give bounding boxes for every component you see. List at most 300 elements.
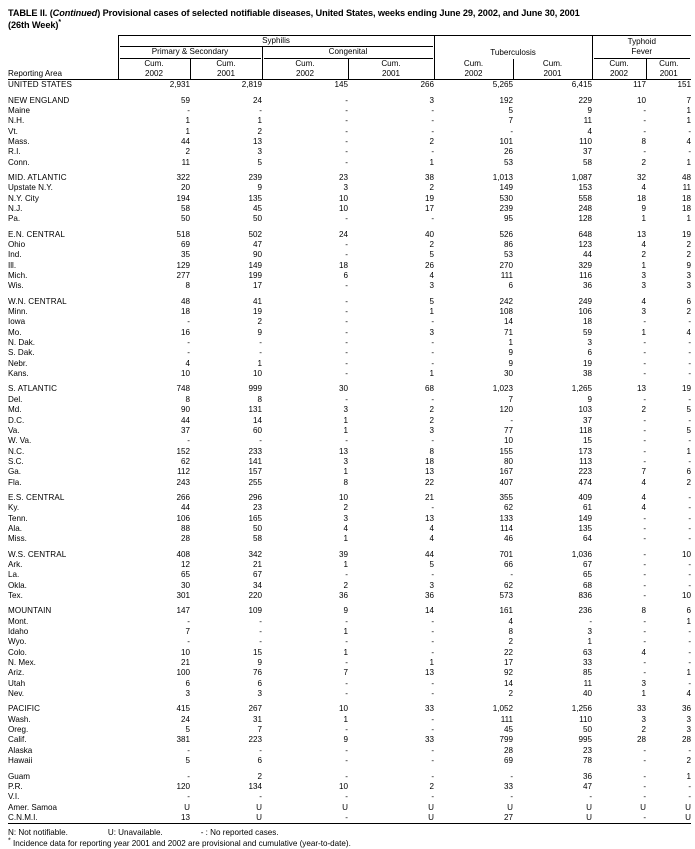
row-value-cell: 86 [504, 240, 514, 249]
row-value-cell: 1 [343, 467, 348, 477]
row-value-cell: 1 [343, 647, 348, 657]
row-value-cell: 116 [579, 271, 593, 281]
row-area-label: Wash. [8, 714, 31, 724]
row-area-label: W.N. CENTRAL [8, 296, 67, 306]
table-row [8, 772, 691, 782]
row-value-cell: 14 [252, 415, 262, 425]
row-value-cell: - [643, 549, 647, 559]
row-value-cell: 1,036 [571, 549, 593, 559]
row-value-cell: 1,256 [571, 704, 593, 714]
row-value-cell: 92 [504, 668, 514, 678]
row-value-cell: - [643, 570, 647, 580]
row-area-label: Maine [8, 105, 31, 115]
row-value-cell: 220 [248, 591, 262, 600]
row-value-cell: 2 [686, 756, 692, 766]
row-value-cell: 15 [252, 647, 262, 657]
row-value-cell: 223 [578, 467, 593, 477]
row-value-cell: 19 [425, 193, 435, 203]
row-value-cell: 1 [641, 327, 647, 337]
row-area-label: V.I. [8, 792, 20, 802]
row-area-label: La. [8, 570, 20, 580]
row-value-cell: 117 [633, 80, 647, 90]
row-value-cell: - [431, 126, 435, 136]
row-value-cell: - [345, 756, 348, 766]
row-value-cell: 249 [578, 296, 593, 306]
table-row [8, 679, 691, 689]
row-value-cell: - [688, 647, 692, 657]
table-row [8, 524, 691, 534]
row-value-cell: 10 [180, 647, 190, 657]
row-value-cell: 19 [252, 307, 262, 317]
row-value-cell: 110 [579, 714, 593, 724]
row-value-cell: U [685, 812, 692, 822]
row-area-label: Iowa [8, 317, 26, 327]
row-area-label: Oreg. [8, 725, 29, 735]
row-value-cell: 9 [343, 606, 348, 616]
row-value-cell: 5,265 [492, 80, 514, 90]
row-value-cell: - [345, 637, 348, 647]
table-row [8, 395, 691, 405]
footnote-incidence-note [8, 839, 691, 849]
row-value-cell: 243 [176, 477, 190, 487]
row-value-cell: 30 [338, 384, 348, 394]
row-value-cell: 9 [587, 105, 593, 115]
row-value-cell: 173 [578, 446, 593, 456]
row-value-cell: - [643, 394, 647, 404]
row-area-label: Okla. [8, 580, 27, 590]
row-area-label: W. Va. [8, 436, 32, 446]
row-value-cell: - [259, 348, 262, 358]
row-value-cell: 223 [248, 735, 262, 745]
row-value-cell: U [342, 802, 348, 812]
row-value-cell: 133 [499, 513, 514, 523]
row-value-cell: - [431, 147, 435, 157]
row-value-cell: - [688, 456, 692, 466]
row-value-cell: - [187, 338, 190, 348]
header-group-tuberculosis: Tuberculosis [434, 35, 592, 58]
table-row [8, 307, 691, 317]
notifiable-diseases-table [8, 35, 691, 825]
row-value-cell: 5 [429, 250, 435, 260]
row-value-cell: 141 [248, 456, 262, 466]
row-value-cell: 10 [338, 492, 348, 502]
table-row [8, 514, 691, 524]
table-row [8, 271, 691, 281]
row-value-cell: 3 [686, 714, 692, 724]
row-value-cell: - [259, 792, 262, 802]
row-value-cell: 2 [429, 405, 435, 415]
row-value-cell: 65 [180, 570, 190, 580]
row-area-label: Utah [8, 678, 26, 688]
row-value-cell: 39 [338, 549, 348, 559]
row-area-label: Alaska [8, 745, 33, 755]
row-value-cell: 147 [176, 606, 190, 616]
row-value-cell: 573 [499, 591, 514, 600]
row-value-cell: 415 [176, 704, 190, 714]
row-value-cell: 149 [248, 260, 262, 270]
row-value-cell: 111 [500, 271, 514, 281]
row-value-cell: 4 [343, 523, 348, 533]
row-value-cell: 26 [504, 147, 514, 157]
row-value-cell: 4 [508, 616, 514, 626]
footnote-asterisk: * [8, 837, 11, 845]
row-value-cell: 9 [343, 735, 348, 745]
row-value-cell: - [643, 658, 647, 668]
row-value-cell: 199 [248, 271, 262, 281]
row-value-cell: 61 [583, 503, 593, 513]
row-value-cell: 21 [180, 658, 190, 668]
row-value-cell: 355 [499, 492, 514, 502]
row-value-cell: - [688, 523, 692, 533]
row-value-cell: 9 [508, 348, 514, 358]
row-area-label: S. Dak. [8, 348, 35, 358]
table-row [8, 230, 691, 240]
row-value-cell: - [345, 771, 348, 781]
row-value-cell: - [345, 348, 348, 358]
row-value-cell: 30 [504, 369, 514, 379]
row-value-cell: 17 [252, 281, 262, 291]
row-value-cell: - [187, 436, 190, 446]
row-value-cell: 526 [499, 229, 514, 239]
row-area-label: P.R. [8, 781, 23, 791]
row-value-cell: - [510, 415, 514, 425]
row-value-cell: 4 [429, 534, 435, 544]
row-value-cell: 106 [176, 513, 190, 523]
row-value-cell: 1 [429, 157, 435, 167]
row-value-cell: - [431, 627, 435, 637]
row-value-cell: 109 [248, 606, 262, 616]
row-value-cell: - [431, 394, 435, 404]
title-text-a: TABLE II. ( [8, 8, 53, 18]
row-value-cell: 4 [686, 689, 692, 699]
row-value-cell: - [259, 616, 262, 626]
row-value-cell: 4 [641, 477, 647, 487]
row-value-cell: 120 [499, 405, 514, 415]
row-value-cell: 322 [176, 172, 190, 182]
row-value-cell: 10 [504, 436, 514, 446]
row-value-cell: 36 [583, 281, 593, 291]
row-value-cell: 1 [686, 105, 692, 115]
row-value-cell: 20 [180, 183, 190, 193]
row-value-cell: 2 [257, 771, 262, 781]
row-value-cell: 135 [578, 523, 593, 533]
row-value-cell: 3 [257, 689, 262, 699]
table-row [8, 416, 691, 426]
row-value-cell: 19 [682, 384, 692, 394]
row-value-cell: 266 [420, 80, 435, 90]
table-row [8, 137, 691, 147]
row-value-cell: 1,013 [492, 172, 514, 182]
row-value-cell: 10 [637, 95, 647, 105]
table-row [8, 204, 691, 214]
row-value-cell: 8 [641, 136, 647, 146]
row-value-cell: - [643, 668, 647, 678]
row-value-cell: 59 [583, 327, 593, 337]
table-row [8, 240, 691, 250]
row-value-cell: 45 [252, 203, 262, 213]
row-value-cell: - [589, 792, 593, 802]
row-value-cell: 63 [583, 647, 593, 657]
row-value-cell: 18 [682, 193, 692, 203]
row-value-cell: 1 [343, 627, 348, 637]
row-value-cell: - [431, 616, 435, 626]
row-value-cell: 10 [252, 369, 262, 379]
row-value-cell: - [688, 745, 692, 755]
row-value-cell: 33 [425, 735, 435, 745]
row-area-label: Calif. [8, 735, 27, 745]
row-value-cell: - [643, 513, 647, 523]
footnotes [8, 828, 691, 849]
row-value-cell: 157 [248, 467, 262, 477]
row-value-cell: - [688, 147, 692, 157]
row-value-cell: 3 [185, 689, 190, 699]
row-value-cell: 50 [252, 523, 262, 533]
row-value-cell: 151 [677, 80, 692, 90]
row-value-cell: 277 [176, 271, 190, 281]
row-value-cell: 1 [429, 307, 435, 317]
row-value-cell: - [643, 456, 647, 466]
row-value-cell: U [586, 802, 593, 812]
row-value-cell: 2 [429, 136, 435, 146]
row-value-cell: 2 [508, 637, 514, 647]
row-value-cell: - [688, 570, 692, 580]
row-value-cell: 8 [429, 446, 435, 456]
row-value-cell: 7 [686, 95, 692, 105]
row-value-cell: 329 [578, 260, 593, 270]
row-value-cell: U [184, 802, 190, 812]
row-value-cell: 66 [504, 559, 514, 569]
row-value-cell: 1 [343, 714, 348, 724]
row-value-cell: 58 [252, 534, 262, 544]
row-area-label: Ariz. [8, 668, 25, 678]
row-value-cell: 135 [248, 193, 262, 203]
row-value-cell: - [431, 689, 435, 699]
row-value-cell: 6 [257, 678, 262, 688]
row-value-cell: 13 [425, 668, 435, 678]
header-col-typhoid-2002: Cum. 2002 [592, 59, 646, 80]
row-value-cell: - [345, 745, 348, 755]
header-spacer-cell [8, 35, 118, 47]
row-value-cell: 8 [641, 606, 647, 616]
row-value-cell: U [256, 812, 262, 822]
row-value-cell: 1 [343, 425, 348, 435]
table-row [8, 478, 691, 488]
row-value-cell: 5 [686, 405, 692, 415]
row-value-cell: 111 [500, 714, 514, 724]
row-value-cell: - [688, 678, 692, 688]
row-area-label: Colo. [8, 647, 27, 657]
table-row [8, 447, 691, 457]
row-value-cell: 7 [257, 725, 262, 735]
row-value-cell: 6 [508, 281, 514, 291]
table-row [8, 570, 691, 580]
row-value-cell: - [345, 317, 348, 327]
title-week: (26th Week) [8, 20, 59, 31]
row-value-cell: 3 [257, 147, 262, 157]
row-value-cell: 36 [425, 591, 435, 600]
row-area-label: Tenn. [8, 513, 28, 523]
row-value-cell: 407 [499, 477, 514, 487]
row-value-cell: 88 [180, 523, 190, 533]
row-value-cell: - [688, 394, 692, 404]
row-value-cell: 6 [343, 271, 348, 281]
row-value-cell: 44 [180, 503, 190, 513]
row-value-cell: 38 [425, 172, 435, 182]
row-value-cell: 7 [508, 116, 514, 126]
row-value-cell: - [643, 756, 647, 766]
row-value-cell: - [431, 317, 435, 327]
row-area-label: N.C. [8, 446, 25, 456]
row-area-label: C.N.M.I. [8, 812, 38, 822]
row-value-cell: - [345, 678, 348, 688]
row-value-cell: 229 [578, 95, 593, 105]
table-row [8, 803, 691, 813]
row-value-cell: 5 [508, 105, 514, 115]
row-value-cell: 128 [578, 214, 593, 224]
row-value-cell: - [345, 147, 348, 157]
row-value-cell: 2 [257, 126, 262, 136]
row-value-cell: 15 [583, 436, 593, 446]
table-row [8, 746, 691, 756]
row-value-cell: 118 [579, 425, 593, 435]
row-area-label: N.J. [8, 203, 23, 213]
row-value-cell: - [345, 436, 348, 446]
row-value-cell: - [259, 338, 262, 348]
row-value-cell: - [643, 446, 647, 456]
row-value-cell: 47 [583, 781, 593, 791]
row-area-label: Minn. [8, 307, 28, 317]
row-value-cell: 8 [343, 477, 348, 487]
row-value-cell: 13 [252, 136, 262, 146]
row-value-cell: - [688, 627, 692, 637]
row-value-cell: - [643, 425, 647, 435]
row-area-label: Kans. [8, 369, 29, 379]
row-value-cell: 8 [185, 394, 190, 404]
row-value-cell: 239 [248, 172, 262, 182]
row-value-cell: 37 [180, 425, 190, 435]
row-value-cell: - [187, 317, 190, 327]
row-value-cell: - [431, 105, 435, 115]
row-value-cell: 40 [425, 229, 435, 239]
row-value-cell: 2 [686, 307, 692, 317]
row-value-cell: 153 [578, 183, 593, 193]
row-value-cell: 5 [185, 756, 190, 766]
row-value-cell: 28 [637, 735, 647, 745]
row-value-cell: 27 [504, 812, 514, 822]
header-group-typhoid: Typhoid [592, 35, 691, 47]
row-value-cell: 3 [429, 580, 435, 590]
row-value-cell: - [259, 105, 262, 115]
row-value-cell: 7 [508, 394, 514, 404]
row-value-cell: 129 [176, 260, 190, 270]
title-text-b: ) Provisional cases of selected notifiable diseases, United States, weeks ending June 29, 2002, and June 30, 2001 [97, 8, 580, 18]
row-value-cell: 85 [583, 668, 593, 678]
row-value-cell: 17 [425, 203, 435, 213]
row-value-cell: - [688, 317, 692, 327]
row-value-cell: 4 [641, 647, 647, 657]
row-value-cell: 46 [504, 534, 514, 544]
row-value-cell: 145 [334, 80, 348, 90]
row-value-cell: 999 [248, 384, 262, 394]
row-value-cell: 995 [578, 735, 593, 745]
row-value-cell: 381 [176, 735, 190, 745]
table-row [8, 214, 691, 224]
row-value-cell: 23 [252, 503, 262, 513]
table-row [8, 560, 691, 570]
row-value-cell: - [643, 147, 647, 157]
row-value-cell: 3 [343, 513, 348, 523]
row-value-cell: - [510, 126, 514, 136]
row-value-cell: 36 [338, 591, 348, 600]
row-value-cell: 67 [252, 570, 262, 580]
row-value-cell: - [345, 95, 348, 105]
row-value-cell: - [643, 627, 647, 637]
row-area-label: N. Dak. [8, 338, 35, 348]
row-value-cell: - [345, 296, 348, 306]
row-value-cell: 5 [185, 725, 190, 735]
legend-not-notifiable: N: Not notifiable. [8, 828, 68, 838]
row-value-cell: U [428, 802, 435, 812]
row-value-cell: - [345, 126, 348, 136]
row-value-cell: 11 [583, 116, 593, 126]
row-value-cell: 62 [504, 580, 514, 590]
row-value-cell: 11 [583, 678, 593, 688]
row-value-cell: 3 [587, 338, 593, 348]
row-value-cell: - [643, 781, 647, 791]
row-area-label: E.N. CENTRAL [8, 229, 65, 239]
table-row [8, 503, 691, 513]
row-value-cell: 48 [682, 172, 692, 182]
row-value-cell: - [643, 116, 647, 126]
row-value-cell: U [256, 802, 262, 812]
row-value-cell: 50 [583, 725, 593, 735]
row-value-cell: 114 [500, 523, 514, 533]
row-value-cell: 1,087 [571, 172, 593, 182]
row-value-cell: 65 [583, 570, 593, 580]
row-value-cell: 24 [338, 229, 348, 239]
row-area-label: Nebr. [8, 358, 28, 368]
row-value-cell: - [688, 534, 692, 544]
row-value-cell: 18 [425, 456, 435, 466]
table-row [8, 436, 691, 446]
row-area-label: D.C. [8, 415, 25, 425]
row-value-cell: - [345, 214, 348, 224]
row-value-cell: 6,415 [571, 80, 593, 90]
row-value-cell: - [345, 792, 348, 802]
row-value-cell: - [431, 338, 435, 348]
row-value-cell: 558 [578, 193, 593, 203]
row-value-cell: 1 [686, 446, 692, 456]
row-value-cell: 14 [504, 317, 514, 327]
row-value-cell: 9 [257, 658, 262, 668]
row-value-cell: 4 [641, 503, 647, 513]
row-value-cell: 1 [587, 637, 593, 647]
row-value-cell: 8 [508, 627, 514, 637]
row-value-cell: 90 [180, 405, 190, 415]
row-area-label: S.C. [8, 456, 24, 466]
header-col-syphilis-cong-2002: Cum. 2002 [262, 59, 348, 80]
row-value-cell: - [643, 348, 647, 358]
row-value-cell: - [187, 792, 190, 802]
row-value-cell: 5 [429, 296, 435, 306]
row-value-cell: 408 [176, 549, 190, 559]
row-value-cell: 22 [504, 647, 514, 657]
table-row [8, 173, 691, 183]
row-value-cell: 1 [641, 260, 647, 270]
row-area-label: MID. ATLANTIC [8, 172, 67, 182]
table-row [8, 581, 691, 591]
row-area-label: Ill. [8, 260, 17, 270]
